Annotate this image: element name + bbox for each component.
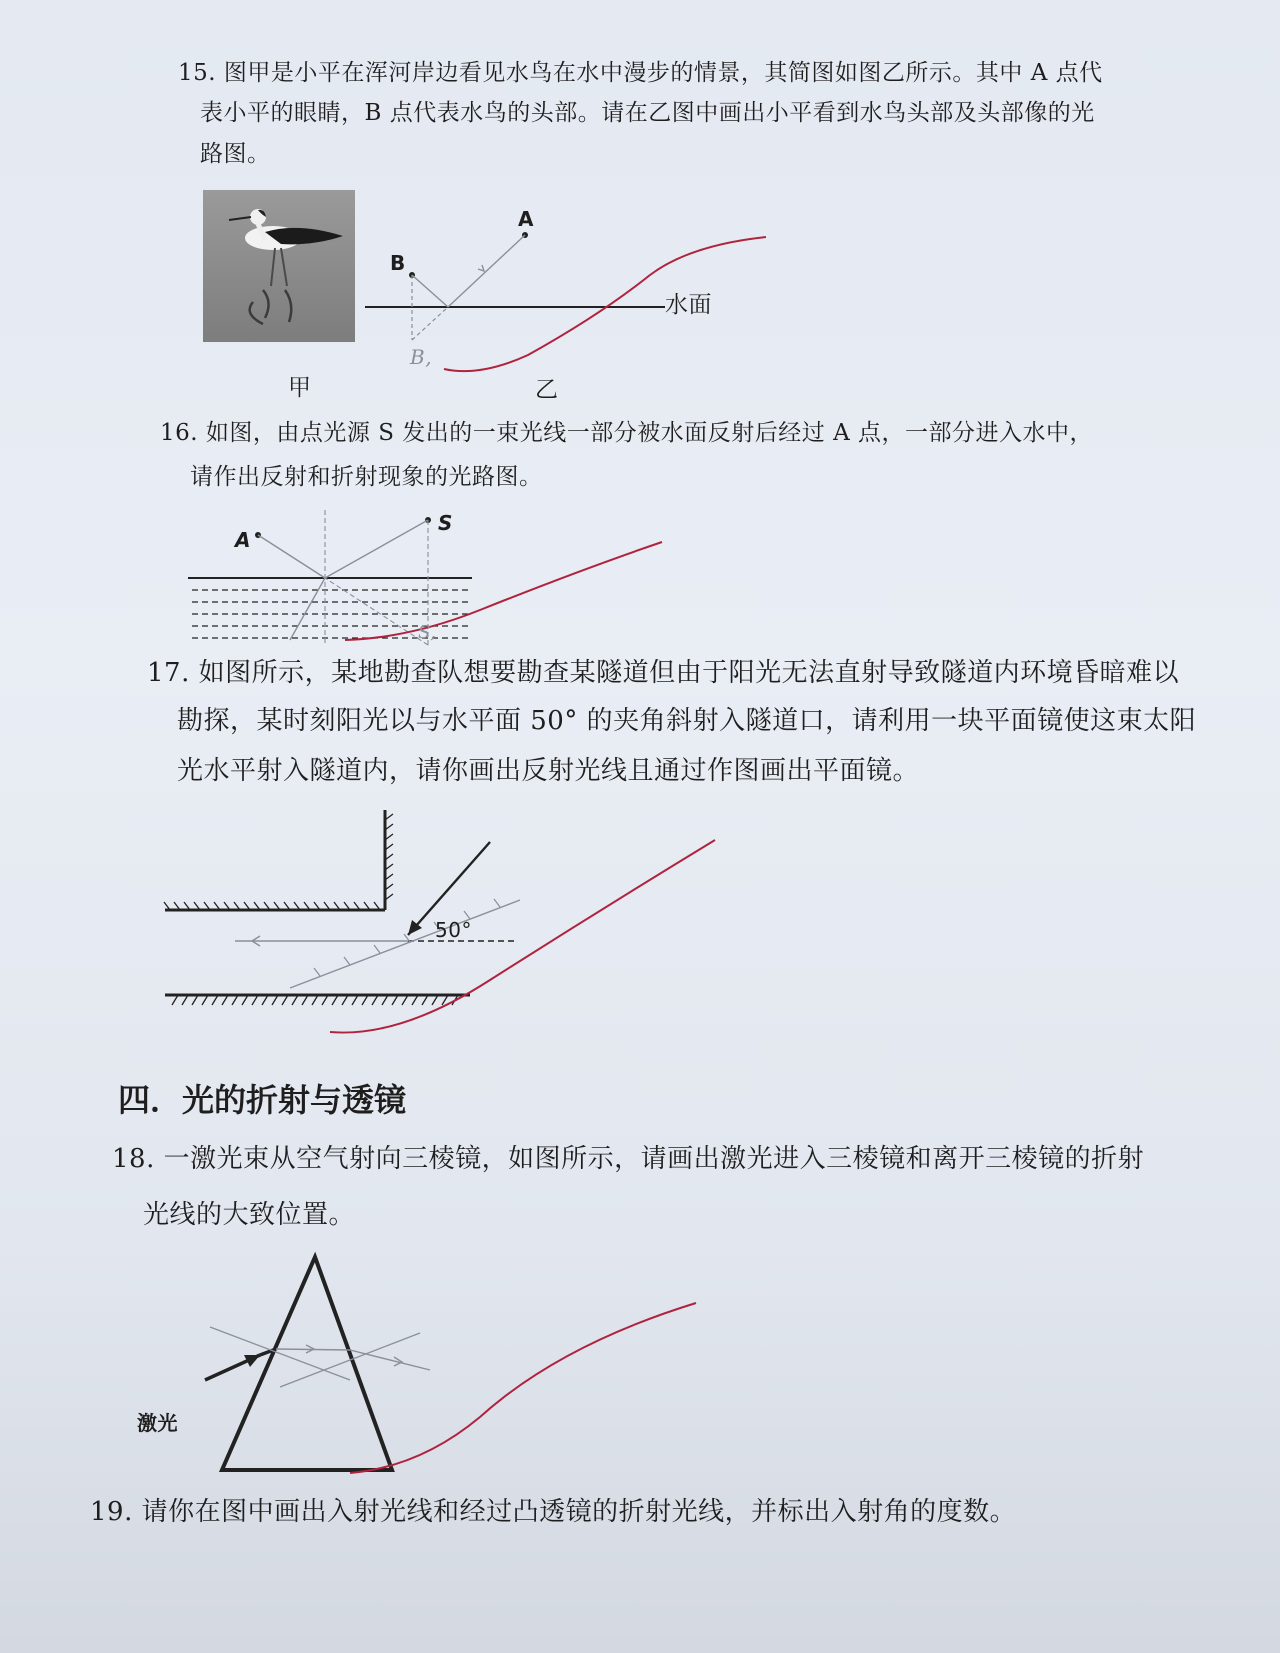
q15-label-A: A <box>518 207 534 231</box>
q15-label-B-image: B, <box>410 345 433 369</box>
q15-label-water: 水面 <box>665 292 712 318</box>
q17-line-1 <box>147 656 1179 690</box>
q16-number: 16. <box>160 420 199 446</box>
q15-label-jia: 甲 <box>288 375 312 401</box>
q16-label-S: S <box>438 511 453 535</box>
q18-text-1: 一激光束从空气射向三棱镜，如图所示，请画出激光进入三棱镜和离开三棱镜的折射 <box>163 1144 1145 1174</box>
q15-line-2: 表小平的眼睛，B 点代表水鸟的头部。请在乙图中画出小平看到水鸟头部及头部像的光 <box>200 100 1095 126</box>
wading-bird-photo <box>203 190 355 342</box>
q15-label-B: B <box>390 251 406 275</box>
q15-line-3: 路图。 <box>200 141 271 167</box>
q17-label-angle: 50° <box>435 918 472 942</box>
section-heading: 四．光的折射与透镜 <box>118 1081 407 1119</box>
q18-number: 18. <box>112 1144 155 1174</box>
q18-diagram <box>120 1245 720 1485</box>
q18-line-1 <box>112 1142 1144 1176</box>
q16-label-A: A <box>235 528 251 552</box>
q17-line-2: 勘探，某时刻阳光以与水平面 50° 的夹角斜射入隧道口，请利用一块平面镜使这束太阳 <box>177 706 1197 736</box>
q17-line-3: 光水平射入隧道内，请你画出反射光线且通过作图画出平面镜。 <box>177 756 920 786</box>
q19-text-1: 请你在图中画出入射光线和经过凸透镜的折射光线，并标出入射角的度数。 <box>141 1497 1017 1527</box>
q16-line-2: 请作出反射和折射现象的光路图。 <box>190 464 543 490</box>
q15-line-1 <box>178 58 1103 88</box>
q16-text-1: 如图，由点光源 S 发出的一束光线一部分被水面反射后经过 A 点，一部分进入水中， <box>205 420 1094 446</box>
q16-label-S-image: S, <box>418 622 437 643</box>
q17-text-1: 如图所示，某地勘查队想要勘查某隧道但由于阳光无法直射导致隧道内环境昏暗难以 <box>198 658 1180 688</box>
q18-line-2: 光线的大致位置。 <box>143 1200 356 1230</box>
q15-number: 15. <box>178 60 217 86</box>
q17-number: 17. <box>147 658 190 688</box>
q19-line-1 <box>90 1495 1016 1529</box>
q15-label-yi: 乙 <box>535 377 559 403</box>
q15-diagram <box>360 195 820 415</box>
q16-line-1 <box>160 418 1093 448</box>
q19-number: 19. <box>90 1497 133 1527</box>
q15-text-1: 图甲是小平在浑河岸边看见水鸟在水中漫步的情景，其简图如图乙所示。其中 A 点代 <box>223 60 1103 86</box>
q18-label-laser: 激光 <box>137 1411 178 1435</box>
